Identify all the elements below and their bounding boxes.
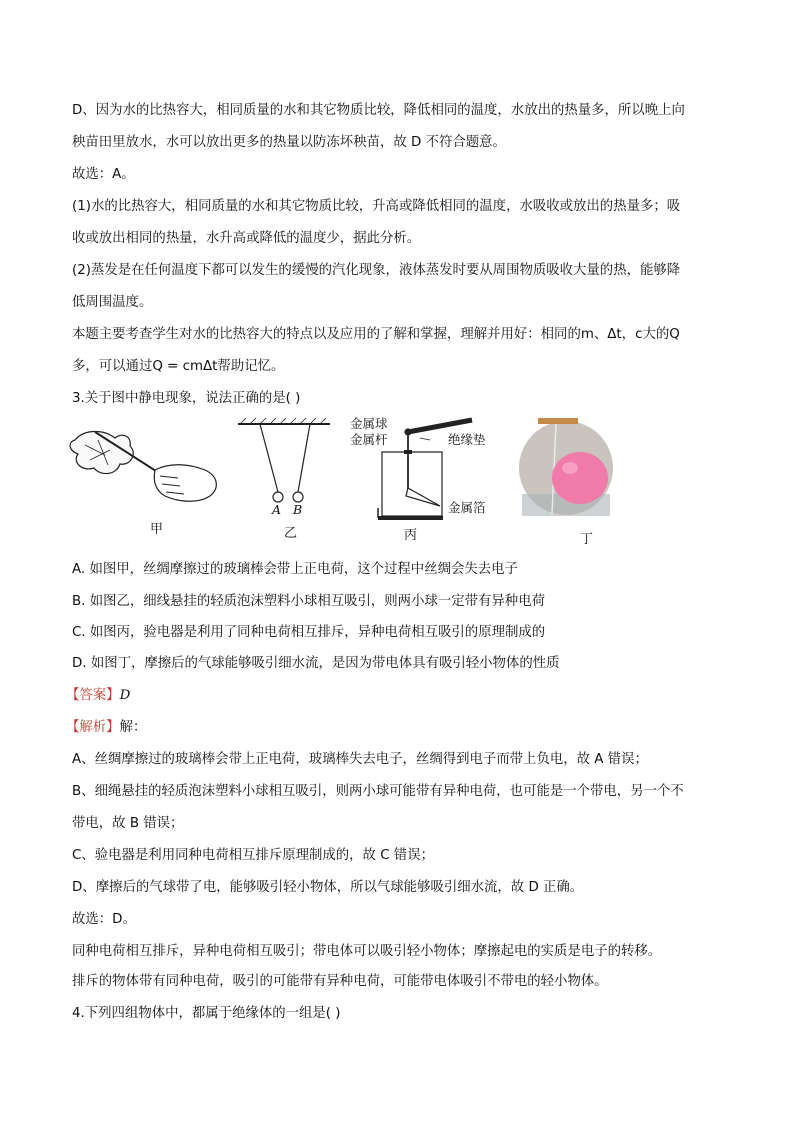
analysis-line-2: B、细绳悬挂的轻质泡沫塑料小球相互吸引，则两小球可能带有异种电荷，也可能是一个带电，另一个不 <box>72 784 684 799</box>
analysis-line-8: 排斥的物体带有同种电荷，吸引的可能带有异种电荷，可能带电体吸引不带电的轻小物体。 <box>72 974 608 989</box>
figure-ding-drawing <box>519 418 613 516</box>
text-line-6: (2)蒸发是在任何温度下都可以发生的缓慢的汽化现象，液体蒸发时要从周围物质吸收大量的热，能够降 <box>72 263 681 278</box>
analysis-line-4: C、验电器是利用同种电荷相互排斥原理制成的，故 C 错误； <box>72 848 434 863</box>
analysis-line-3: 带电，故 B 错误； <box>72 816 184 831</box>
label-metal-foil: 金属箔 <box>448 500 486 515</box>
option-a: A. 如图甲，丝绸摩擦过的玻璃棒会带上正电荷，这个过程中丝绸会失去电子 <box>72 562 518 577</box>
text-line-9: 多，可以通过Q = cmΔt帮助记忆。 <box>72 359 285 374</box>
figure-yi-drawing <box>238 418 330 502</box>
analysis-line-6: 故选：D。 <box>72 912 136 927</box>
text-line-4: (1)水的比热容大，相同质量的水和其它物质比较，升高或降低相同的温度，水吸收或放出的热量多；吸 <box>72 199 681 214</box>
option-b: B. 如图乙，细线悬挂的轻质泡沫塑料小球相互吸引，则两小球一定带有异种电荷 <box>72 594 545 609</box>
question-3: 3.关于图中静电现象，说法正确的是( ) <box>72 391 301 406</box>
option-c: C. 如图丙，验电器是利用了同种电荷相互排斥，异种电荷相互吸引的原理制成的 <box>72 625 546 640</box>
answer-value: D <box>119 688 131 703</box>
analysis-line <box>66 712 716 744</box>
analysis-line-1: A、丝绸摩擦过的玻璃棒会带上正电荷，玻璃棒失去电子，丝绸得到电子而带上负电，故 A 错误； <box>72 752 648 767</box>
text-line-3: 故选：A。 <box>72 167 135 182</box>
electrostatics-figure <box>60 410 660 560</box>
label-insulating-pad: 绝缘垫 <box>448 432 486 447</box>
text-line-5: 收或放出相同的热量，水升高或降低的温度少，据此分析。 <box>72 231 421 246</box>
text-line-8: 本题主要考查学生对水的比热容大的特点以及应用的了解和掌握，理解并用好：相同的m、Δt，c大的Q <box>72 327 680 342</box>
text-line-7: 低周围温度。 <box>72 295 153 310</box>
answer-line <box>66 680 716 712</box>
analysis-line-7: 同种电荷相互排斥，异种电荷相互吸引；带电体可以吸引轻小物体；摩擦起电的实质是电子的转移。 <box>72 944 662 959</box>
figure-caption-ding: 丁 <box>580 532 594 547</box>
figure-caption-bing: 丙 <box>404 528 418 543</box>
analysis-line-5: D、摩擦后的气球带了电，能够吸引轻小物体，所以气球能够吸引细水流，故 D 正确。 <box>72 880 584 895</box>
label-metal-rod: 金属杆 <box>350 432 388 447</box>
answer-tag: 【答案】 <box>66 688 120 703</box>
option-d: D. 如图丁，摩擦后的气球能够吸引细水流，是因为带电体具有吸引轻小物体的性质 <box>72 656 560 671</box>
analysis-tag: 【解析】 <box>66 720 120 735</box>
figure-caption-yi: 乙 <box>284 526 298 541</box>
ball-label-a: A <box>272 502 282 517</box>
label-metal-ball: 金属球 <box>350 416 388 431</box>
figure-caption-jia: 甲 <box>150 522 164 537</box>
question-4: 4.下列四组物体中，都属于绝缘体的一组是( ) <box>72 1006 341 1021</box>
analysis-suffix: 解： <box>119 720 147 735</box>
text-line-2: 秧苗田里放水，水可以放出更多的热量以防冻坏秧苗，故 D 不符合题意。 <box>72 135 506 150</box>
figure-jia-drawing <box>70 432 216 502</box>
text-line-1: D、因为水的比热容大，相同质量的水和其它物质比较，降低相同的温度，水放出的热量多，所以晚上向 <box>72 103 685 118</box>
ball-label-b: B <box>293 502 303 517</box>
